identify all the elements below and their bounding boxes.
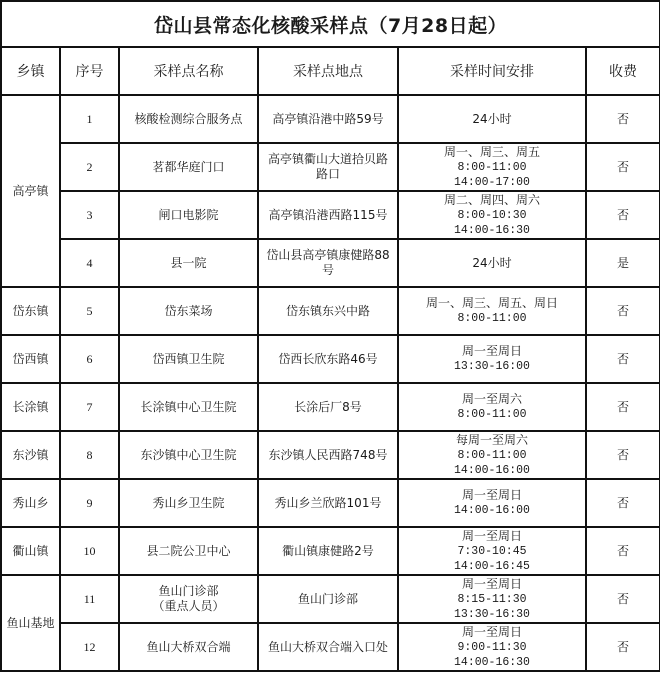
- site-address-text: 高亭镇沿港中路59号: [272, 111, 384, 126]
- fee-cell: 否: [586, 479, 660, 527]
- site-address-text: 鱼山门诊部: [297, 591, 358, 606]
- seq-cell: 2: [60, 143, 119, 191]
- schedule-days: 周一至周日: [461, 576, 522, 591]
- schedule-days: 周一至周日: [461, 528, 522, 543]
- header-site-address: 采样点地点: [258, 47, 398, 95]
- schedule-time: 8:00-11:00: [457, 408, 527, 421]
- seq-cell: 11: [60, 575, 119, 623]
- site-name-text: 鱼山门诊部: [158, 584, 219, 598]
- schedule-days: 周一至周日: [461, 344, 522, 358]
- header-seq: 序号: [60, 47, 119, 95]
- site-address-text: 号: [321, 263, 334, 277]
- header-town: 乡镇: [1, 47, 60, 95]
- schedule-cell: [398, 527, 586, 575]
- site-name-text: 长涂镇中心卫生院: [140, 399, 237, 414]
- table-row: [1, 143, 660, 191]
- schedule-cell: [398, 431, 586, 479]
- fee-cell: 否: [586, 191, 660, 239]
- site-address-text: 东沙镇人民西路748号: [268, 447, 388, 462]
- schedule-time: 8:00-10:30: [457, 208, 527, 222]
- site-name-cell: [119, 335, 258, 383]
- schedule-cell: [398, 239, 586, 287]
- seq-cell: 6: [60, 335, 119, 383]
- header-fee: 收费: [586, 47, 660, 95]
- schedule-time: 8:00-11:00: [457, 448, 527, 462]
- schedule-cell: [398, 479, 586, 527]
- table-row: [1, 527, 660, 575]
- site-address-cell: [258, 239, 398, 287]
- fee-cell: 否: [586, 431, 660, 479]
- fee-cell: 否: [586, 95, 660, 143]
- seq-cell: 3: [60, 191, 119, 239]
- seq-cell: 9: [60, 479, 119, 527]
- site-name-cell: [119, 143, 258, 191]
- site-address-cell: [258, 575, 398, 623]
- site-address-cell: [258, 527, 398, 575]
- site-address-cell: [258, 623, 398, 671]
- site-name-text: （重点人员）: [152, 599, 225, 613]
- seq-cell: 12: [60, 623, 119, 671]
- table-row: [1, 575, 660, 623]
- schedule-days: 周一、周三、周五: [443, 144, 540, 159]
- table-row: [1, 623, 660, 671]
- table-row: [1, 431, 660, 479]
- seq-cell: 4: [60, 239, 119, 287]
- fee-cell: 否: [586, 383, 660, 431]
- schedule-cell: [398, 623, 586, 671]
- site-name-cell: [119, 191, 258, 239]
- site-name-cell: [119, 527, 258, 575]
- schedule-time: 8:15-11:30: [457, 592, 527, 606]
- schedule-cell: [398, 143, 586, 191]
- site-name-text: 核酸检测综合服务点: [134, 111, 243, 126]
- site-address-text: 长涂后厂8号: [294, 399, 362, 414]
- schedule-cell: [398, 95, 586, 143]
- schedule-time: 14:00-16:00: [454, 504, 530, 517]
- site-address-cell: [258, 431, 398, 479]
- site-address-cell: [258, 479, 398, 527]
- site-address-text: 岱西长欣东路46号: [278, 351, 378, 366]
- schedule-cell: [398, 191, 586, 239]
- site-name-cell: [119, 95, 258, 143]
- schedule-days: 周一至周六: [461, 392, 522, 406]
- site-address-text: 高亭镇沿港西路115号: [268, 207, 388, 222]
- schedule-cell: [398, 287, 586, 335]
- schedule-cell: [398, 383, 586, 431]
- site-name-text: 秀山乡卫生院: [152, 495, 225, 510]
- site-name-cell: [119, 623, 258, 671]
- table-row: [1, 239, 660, 287]
- site-name-cell: [119, 575, 258, 623]
- site-address-text: 衢山镇康健路2号: [282, 543, 374, 558]
- schedule-time: 13:30-16:30: [454, 607, 530, 621]
- schedule-time: 14:00-16:30: [454, 223, 530, 237]
- site-address-text: 秀山乡兰欣路101号: [274, 495, 382, 510]
- town-cell: 长涂镇: [1, 383, 60, 431]
- schedule-days: 每周一至周六: [455, 432, 528, 447]
- schedule-days: 周一至周日: [461, 624, 522, 639]
- header-site-name: 采样点名称: [119, 47, 258, 95]
- schedule-text: 24小时: [472, 111, 512, 126]
- site-address-cell: [258, 143, 398, 191]
- site-address-text: 岱山县高亭镇康健路88: [266, 248, 390, 262]
- site-address-text: 鱼山大桥双合端入口处: [267, 639, 388, 654]
- site-address-cell: [258, 383, 398, 431]
- site-address-text: 高亭镇衢山大道拾贝路: [267, 152, 388, 166]
- seq-cell: 1: [60, 95, 119, 143]
- site-address-cell: [258, 335, 398, 383]
- site-name-text: 岱东菜场: [164, 303, 213, 318]
- site-name-text: 鱼山大桥双合端: [146, 639, 231, 654]
- fee-cell: 否: [586, 143, 660, 191]
- site-name-cell: [119, 287, 258, 335]
- table-row: [1, 383, 660, 431]
- site-name-text: 岱西镇卫生院: [152, 351, 225, 366]
- site-address-cell: [258, 287, 398, 335]
- table-row: [1, 335, 660, 383]
- schedule-time: 14:00-16:45: [454, 559, 530, 573]
- town-cell: 东沙镇: [1, 431, 60, 479]
- schedule-time: 9:00-11:30: [457, 640, 527, 654]
- town-cell: 鱼山基地: [1, 575, 60, 671]
- fee-cell: 否: [586, 575, 660, 623]
- schedule-cell: [398, 335, 586, 383]
- fee-cell: 否: [586, 335, 660, 383]
- schedule-days: 周二、周四、周六: [443, 192, 540, 207]
- table-title: 岱山县常态化核酸采样点（7月28日起）: [1, 1, 660, 47]
- site-name-cell: [119, 479, 258, 527]
- table-row: [1, 191, 660, 239]
- schedule-time: 8:00-11:00: [457, 160, 527, 174]
- schedule-time: 8:00-11:00: [457, 312, 527, 325]
- schedule-cell: [398, 575, 586, 623]
- schedule-time: 14:00-17:00: [454, 175, 530, 189]
- schedule-days: 周一、周三、周五、周日: [425, 296, 558, 310]
- seq-cell: 7: [60, 383, 119, 431]
- fee-cell: 否: [586, 527, 660, 575]
- town-cell: 秀山乡: [1, 479, 60, 527]
- site-name-text: 茗都华庭门口: [152, 159, 225, 174]
- town-cell: 衢山镇: [1, 527, 60, 575]
- table-row: [1, 287, 660, 335]
- seq-cell: 5: [60, 287, 119, 335]
- schedule-text: 24小时: [472, 255, 512, 270]
- town-cell: 高亭镇: [1, 95, 60, 287]
- site-address-text: 路口: [315, 167, 340, 181]
- schedule-time: 13:30-16:00: [454, 360, 530, 373]
- schedule-time: 7:30-10:45: [457, 544, 527, 558]
- site-name-cell: [119, 239, 258, 287]
- town-cell: 岱西镇: [1, 335, 60, 383]
- site-name-text: 县二院公卫中心: [146, 543, 231, 558]
- schedule-time: 14:00-16:00: [454, 463, 530, 477]
- site-address-text: 岱东镇东兴中路: [285, 303, 370, 318]
- site-name-text: 闸口电影院: [158, 207, 219, 222]
- site-name-cell: [119, 431, 258, 479]
- site-name-cell: [119, 383, 258, 431]
- site-address-cell: [258, 95, 398, 143]
- fee-cell: 是: [586, 239, 660, 287]
- table-row: [1, 479, 660, 527]
- fee-cell: 否: [586, 287, 660, 335]
- seq-cell: 10: [60, 527, 119, 575]
- site-address-cell: [258, 191, 398, 239]
- header-schedule: 采样时间安排: [398, 47, 586, 95]
- schedule-days: 周一至周日: [461, 488, 522, 502]
- site-name-text: 县一院: [170, 255, 207, 270]
- table-row: [1, 95, 660, 143]
- seq-cell: 8: [60, 431, 119, 479]
- header-row: [1, 47, 660, 95]
- site-name-text: 东沙镇中心卫生院: [140, 447, 237, 462]
- town-cell: 岱东镇: [1, 287, 60, 335]
- fee-cell: 否: [586, 623, 660, 671]
- schedule-time: 14:00-16:30: [454, 655, 530, 669]
